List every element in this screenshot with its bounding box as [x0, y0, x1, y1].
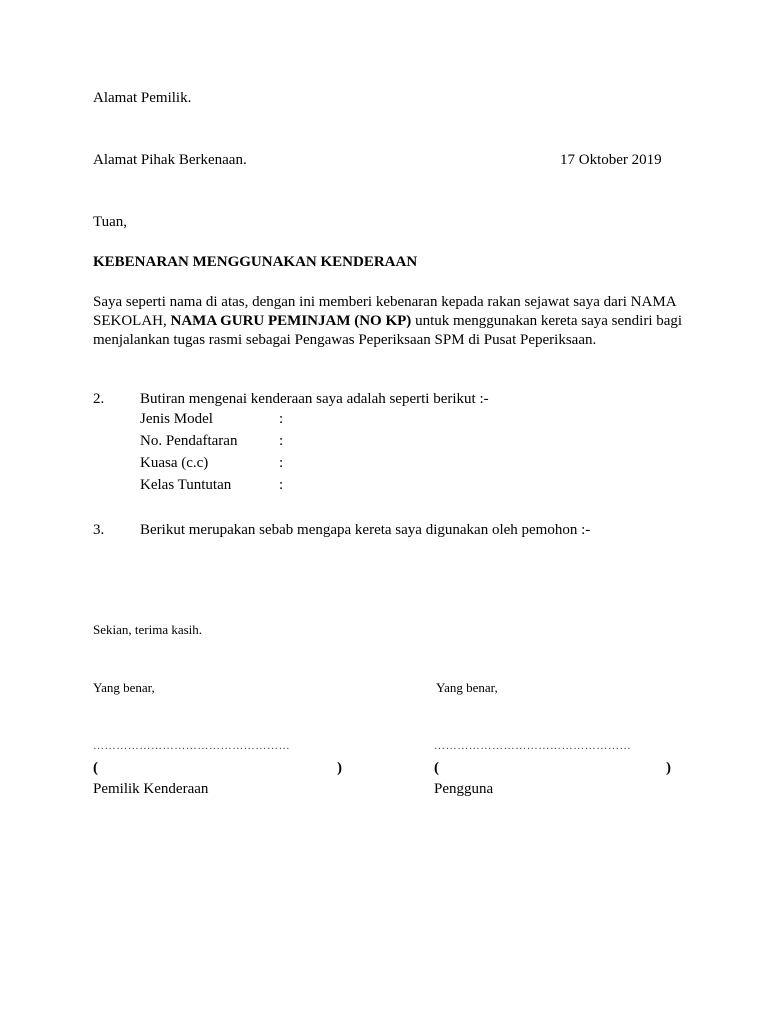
item-3-text: Berikut merupakan sebab mengapa kereta saya digunakan oleh pemohon :- — [140, 522, 591, 538]
letter-date: 17 Oktober 2019 — [560, 152, 662, 168]
intro-paragraph — [93, 293, 683, 350]
field-label-model: Jenis Model — [140, 411, 213, 427]
field-colon-power: : — [279, 455, 284, 471]
intro-borrower-name: NAMA GURU PEMINJAM (NO KP) — [170, 313, 412, 329]
item-3-number: 3. — [93, 522, 105, 538]
left-open-paren: ( — [93, 760, 98, 776]
recipient-address: Alamat Pihak Berkenaan. — [93, 152, 247, 168]
field-colon-model: : — [279, 411, 284, 427]
left-greeting: Yang benar, — [93, 680, 155, 695]
field-label-claim-class: Kelas Tuntutan — [140, 477, 232, 493]
item-2-number: 2. — [93, 391, 105, 407]
owner-address: Alamat Pemilik. — [93, 90, 192, 106]
intro-text-2: untuk menggunakan kereta saya sendiri bagi menjalankan tugas rasmi sebagai Pengawas Peperiksaan SPM di Pusat Peperiksaan. — [93, 313, 683, 348]
field-label-registration: No. Pendaftaran — [140, 433, 238, 449]
right-open-paren: ( — [434, 760, 439, 776]
right-greeting: Yang benar, — [436, 680, 498, 695]
field-colon-claim-class: : — [279, 477, 284, 493]
right-role: Pengguna — [434, 781, 494, 797]
letter-subject: KEBENARAN MENGGUNAKAN KENDERAAN — [93, 254, 418, 270]
intro-text-1: Saya seperti nama di atas, dengan ini memberi kebenaran kepada rakan sejawat saya dari NAMA SEKOLAH, — [93, 294, 676, 329]
left-close-paren: ) — [337, 760, 342, 776]
left-role: Pemilik Kenderaan — [93, 781, 209, 797]
item-2-text: Butiran mengenai kenderaan saya adalah seperti berikut :- — [140, 391, 489, 407]
field-label-power: Kuasa (c.c) — [140, 455, 209, 471]
closing-text: Sekian, terima kasih. — [93, 622, 203, 637]
field-colon-registration: : — [279, 433, 284, 449]
salutation: Tuan, — [93, 214, 128, 230]
left-signature-line: …………………………………………… — [93, 740, 291, 752]
right-signature-line: …………………………………………… — [434, 740, 632, 752]
right-close-paren: ) — [666, 760, 671, 776]
